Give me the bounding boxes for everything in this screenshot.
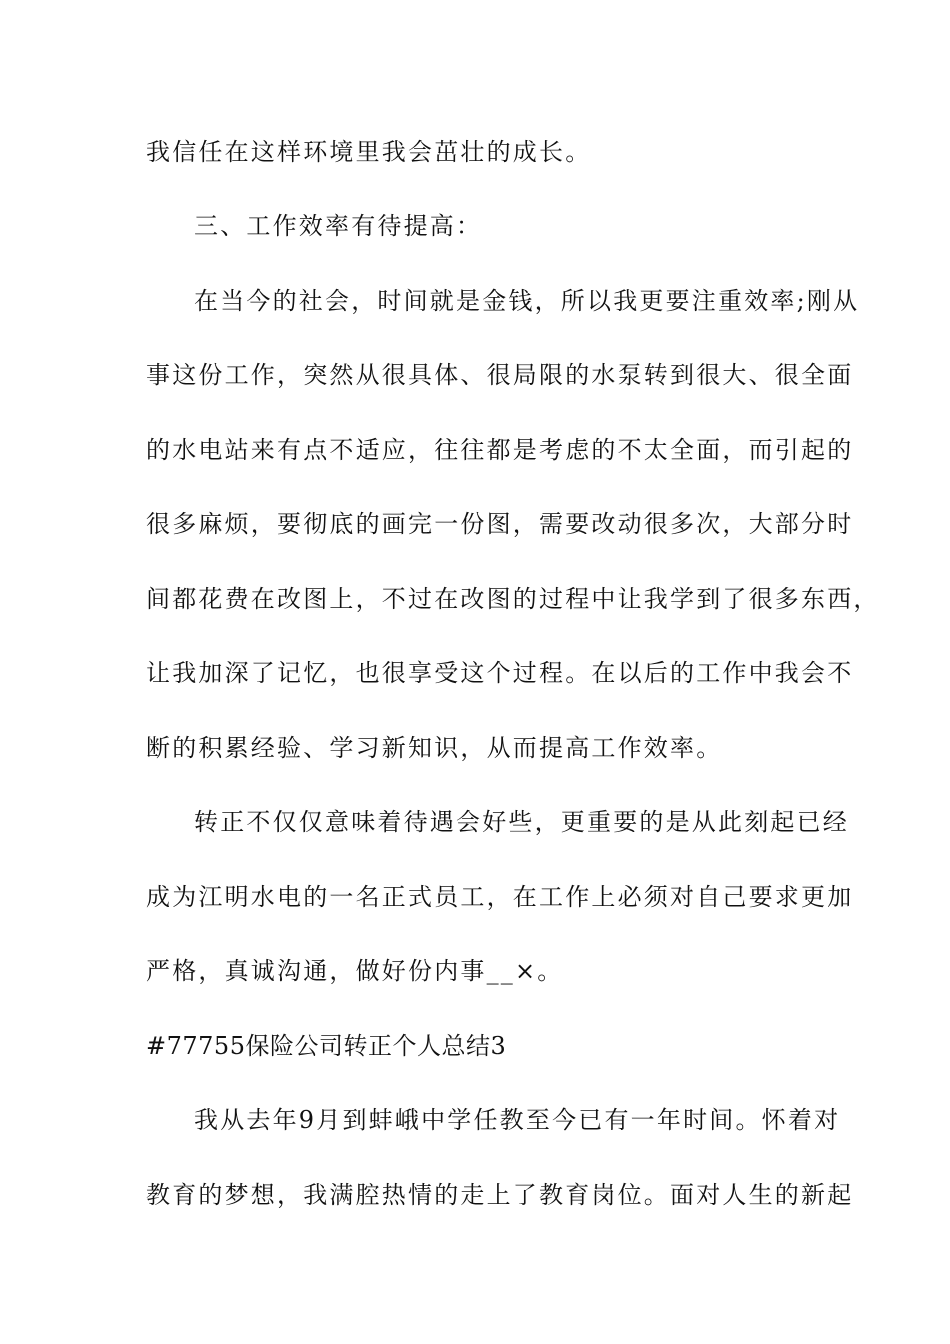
paragraph-line: 很多麻烦，要彻底的画完一份图，需要改动很多次，大部分时 [146, 510, 854, 538]
paragraph-line: 成为江明水电的一名正式员工，在工作上必须对自己要求更加 [146, 883, 854, 911]
paragraph-line: 事这份工作，突然从很具体、很局限的水泵转到很大、很全面 [146, 361, 854, 389]
paragraph-line: 严格，真诚沟通，做好份内事__×。 [146, 957, 564, 985]
paragraph-line: 教育的梦想，我满腔热情的走上了教育岗位。面对人生的新起 [146, 1181, 854, 1209]
text-line-1: 我信任在这样环境里我会茁壮的成长。 [146, 138, 592, 166]
paragraph-line: 转正不仅仅意味着待遇会好些，更重要的是从此刻起已经 [194, 808, 849, 836]
document-heading: #77755保险公司转正个人总结3 [146, 1032, 507, 1060]
paragraph-line: 让我加深了记忆，也很享受这个过程。在以后的工作中我会不 [146, 659, 854, 687]
paragraph-line: 断的积累经验、学习新知识，从而提高工作效率。 [146, 734, 723, 762]
paragraph-line: 间都花费在改图上，不过在改图的过程中让我学到了很多东西， [146, 585, 880, 613]
paragraph-line: 在当今的社会，时间就是金钱，所以我更要注重效率;刚从 [194, 287, 860, 315]
paragraph-line: 我从去年9月到蚌峨中学任教至今已有一年时间。怀着对 [194, 1106, 841, 1134]
paragraph-line: 的水电站来有点不适应，往往都是考虑的不太全面，而引起的 [146, 436, 854, 464]
section-heading: 三、工作效率有待提高： [194, 212, 483, 240]
